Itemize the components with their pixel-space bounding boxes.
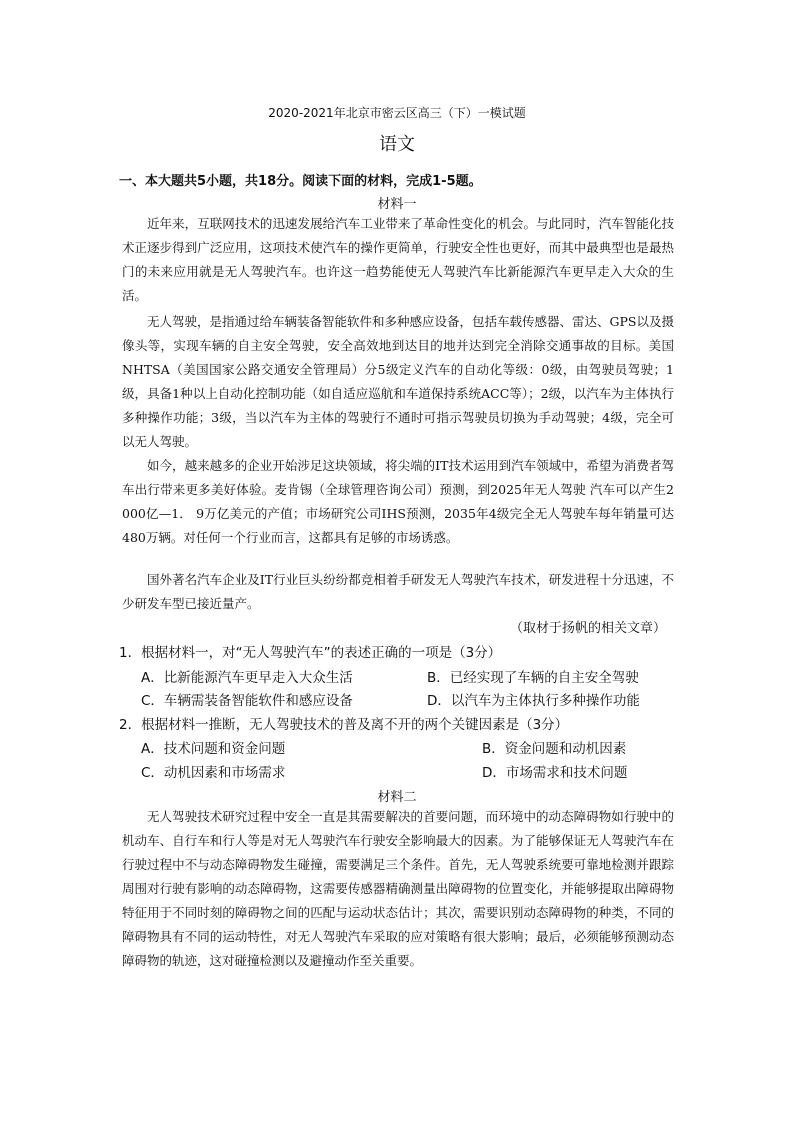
material2-heading: 材料二 bbox=[377, 790, 417, 805]
material1-paragraph: 近年来，互联网技术的迅速发展给汽车工业带来了革命性变化的机会。与此同时，汽车智能化技术正逐步得到广泛应用，这项技术使汽车的操作更简单，行驶安全性也更好，而其中最典型也是最热门的未来应用就是无人驾驶汽车。也许这一趋势能使无人驾驶汽车比新能源汽车更早走入大众的生活。 bbox=[122, 216, 674, 303]
section-heading: 一、本大题共5小题，共18分。阅读下面的材料，完成1-5题。 bbox=[119, 174, 482, 189]
material1-paragraph: 国外著名汽车企业及IT行业巨头纷纷都竞相着手研发无人驾驶汽车技术，研发进程十分迅速，不少研发车型已接近量产。 bbox=[122, 572, 674, 611]
question-1-option-a: A．比新能源汽车更早走入大众生活 bbox=[141, 670, 353, 686]
question-1-option-c: C．车辆需装备智能软件和感应设备 bbox=[141, 693, 353, 709]
question-2-option-d: D．市场需求和技术问题 bbox=[482, 765, 628, 781]
exam-title: 2020-2021年北京市密云区高三（下）一模试题 bbox=[268, 106, 526, 120]
question-2-option-c: C．动机因素和市场需求 bbox=[141, 765, 286, 781]
material1-heading: 材料一 bbox=[377, 197, 417, 212]
material1-paragraph: 无人驾驶，是指通过给车辆装备智能软件和多种感应设备，包括车载传感器、雷达、GPS以及摄像头等，实现车辆的自主安全驾驶，安全高效地到达目的地并达到完全消除交通事故的目标。美国NHTSA（美国国家公路交通安全管理局）分5级定义汽车的自动化等级：0级，由驾驶员驾驶；1级，具备1种以上自动化控制功能（如自适应巡航和车道保持系统ACC等）；2级，以汽车为主体执行多种操作功能；3级，当以汽车为主体的驾驶行不通时可指示驾驶员切换为手动驾驶；4级，完全可以无人驾驶。 bbox=[122, 314, 674, 449]
source-note: （取材于扬帆的相关文章） bbox=[509, 621, 666, 636]
material2-paragraph: 无人驾驶技术研究过程中安全一直是其需要解决的首要问题，而环境中的动态障碍物如行驶中的机动车、自行车和行人等是对无人驾驶汽车行驶安全影响最大的因素。为了能够保证无人驾驶汽车在行驶过程中不与动态障碍物发生碰撞，需要满足三个条件。首先，无人驾驶系统要可靠地检测并跟踪周围对行驶有影响的动态障碍物，这需要传感器精确测量出障碍物的位置变化，并能够提取出障碍物特征用于不同时刻的障碍物之间的匹配与运动状态估计；其次，需要识别动态障碍物的种类，不同的障碍物具有不同的运动特性，对无人驾驶汽车采取的应对策略有很大影响；最后，必须能够预测动态障碍物的轨迹，这对碰撞检测以及避撞动作至关重要。 bbox=[122, 809, 674, 968]
question-2-option-b: B．资金问题和动机因素 bbox=[482, 741, 627, 757]
subject-title: 语文 bbox=[379, 134, 415, 155]
question-2-option-a: A．技术问题和资金问题 bbox=[141, 741, 286, 757]
material1-paragraph: 如今，越来越多的企业开始涉足这块领域，将尖端的IT技术运用到汽车领域中，希望为消费者驾车出行带来更多美好体验。麦肯锡（全球管理咨询公司）预测，到2025年无人驾驶 汽车可以产生2 000亿—1． 9万亿美元的产值；市场研究公司IHS预测，2035年4级完全无人驾驶车每年销量可达480万辆。对任何一个行业而言，这都具有足够的市场诱惑。 bbox=[122, 458, 674, 545]
question-1-option-d: D．以汽车为主体执行多种操作功能 bbox=[427, 693, 640, 709]
question-1-stem: 1．根据材料一，对“无人驾驶汽车”的表述正确的一项是（3分） bbox=[119, 645, 502, 661]
question-2-stem: 2．根据材料一推断，无人驾驶技术的普及离不开的两个关键因素是（3分） bbox=[119, 717, 569, 733]
question-1-option-b: B．已经实现了车辆的自主安全驾驶 bbox=[427, 670, 639, 686]
